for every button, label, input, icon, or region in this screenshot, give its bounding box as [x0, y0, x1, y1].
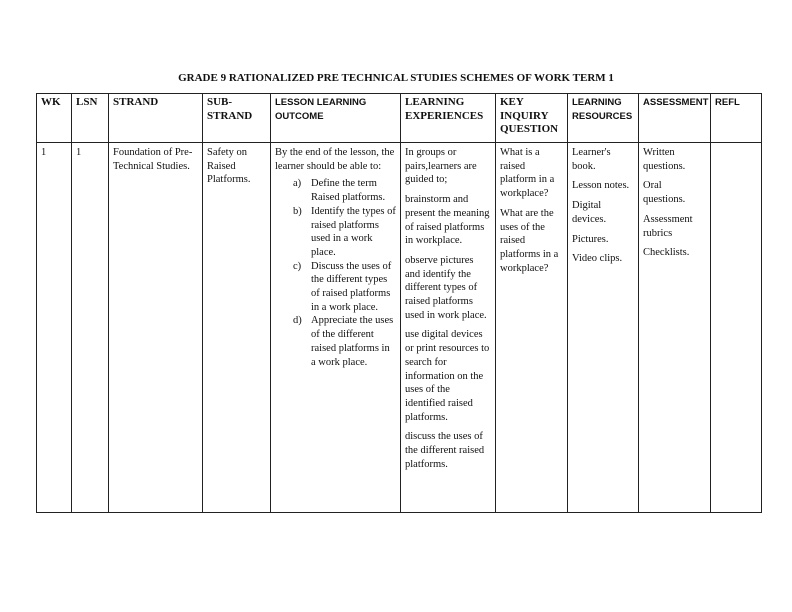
assessment-item: Checklists.	[643, 247, 690, 259]
cell-sub-strand: Safety on Raised Platforms.	[203, 143, 271, 513]
scheme-of-work-table	[36, 93, 762, 513]
header-row	[37, 94, 762, 143]
cell-strand: Foundation of Pre-Technical Studies.	[109, 143, 203, 513]
assessment-item: Oral questions.	[643, 180, 686, 206]
outcome-intro: By the end of the lesson, the learner should be able to:	[275, 147, 395, 172]
resource-item: Learner's book.	[572, 147, 611, 172]
header-sub-strand: SUB-STRAND	[203, 94, 271, 143]
assessment-item: Written questions.	[643, 147, 686, 172]
outcome-item: c) Discuss the uses of the different types of raised platforms in a work place.	[293, 260, 392, 313]
header-strand: STRAND	[109, 94, 203, 143]
header-refl: REFL	[711, 94, 762, 143]
resource-item: Video clips.	[572, 253, 623, 265]
experience-item: observe pictures and identify the different types of raised platforms used in work place.	[405, 254, 487, 321]
cell-lsn: 1	[72, 143, 109, 513]
outcome-item: b) Identify the types of raised platforms used in a work place.	[293, 205, 396, 258]
resource-item: Lesson notes.	[572, 180, 630, 192]
cell-outcome	[271, 143, 401, 513]
header-lsn: LSN	[72, 94, 109, 143]
cell-inquiry	[496, 143, 568, 513]
resource-item: Digital devices.	[572, 200, 607, 225]
cell-refl	[711, 143, 762, 513]
cell-experiences	[401, 143, 496, 513]
experience-item: brainstorm and present the meaning of raised platforms in workplace.	[405, 194, 490, 247]
document-title: GRADE 9 RATIONALIZED PRE TECHNICAL STUDIES SCHEMES OF WORK TERM 1	[178, 72, 614, 84]
outcome-item: d) Appreciate the uses of the different raised platforms in a work place.	[293, 315, 394, 368]
cell-assessment	[639, 143, 711, 513]
header-outcome: LESSON LEARNING OUTCOME	[271, 94, 401, 143]
experience-item: discuss the uses of the different raised platforms.	[405, 431, 485, 470]
experience-item: In groups or pairs,learners are guided to;	[405, 147, 477, 186]
resource-item: Pictures.	[572, 233, 609, 245]
header-resources: LEARNING RESOURCES	[568, 94, 639, 143]
header-inquiry: KEY INQUIRY QUESTION	[496, 94, 568, 143]
header-experiences: LEARNING EXPERIENCES	[401, 94, 496, 143]
cell-wk: 1	[37, 143, 72, 513]
outcome-list	[275, 177, 396, 369]
inquiry-item: What are the uses of the raised platforms in a workplace?	[500, 207, 559, 274]
table-row	[37, 143, 762, 513]
assessment-item: Assessment rubrics	[643, 213, 693, 239]
header-assessment: ASSESSMENT	[639, 94, 711, 143]
header-wk: WK	[37, 94, 72, 143]
outcome-item: a) Define the term Raised platforms.	[293, 178, 386, 204]
experience-item: use digital devices or print resources to search for information on the uses of the identified raised platforms.	[405, 329, 490, 423]
cell-resources	[568, 143, 639, 513]
inquiry-item: What is a raised platform in a workplace?	[500, 147, 555, 200]
